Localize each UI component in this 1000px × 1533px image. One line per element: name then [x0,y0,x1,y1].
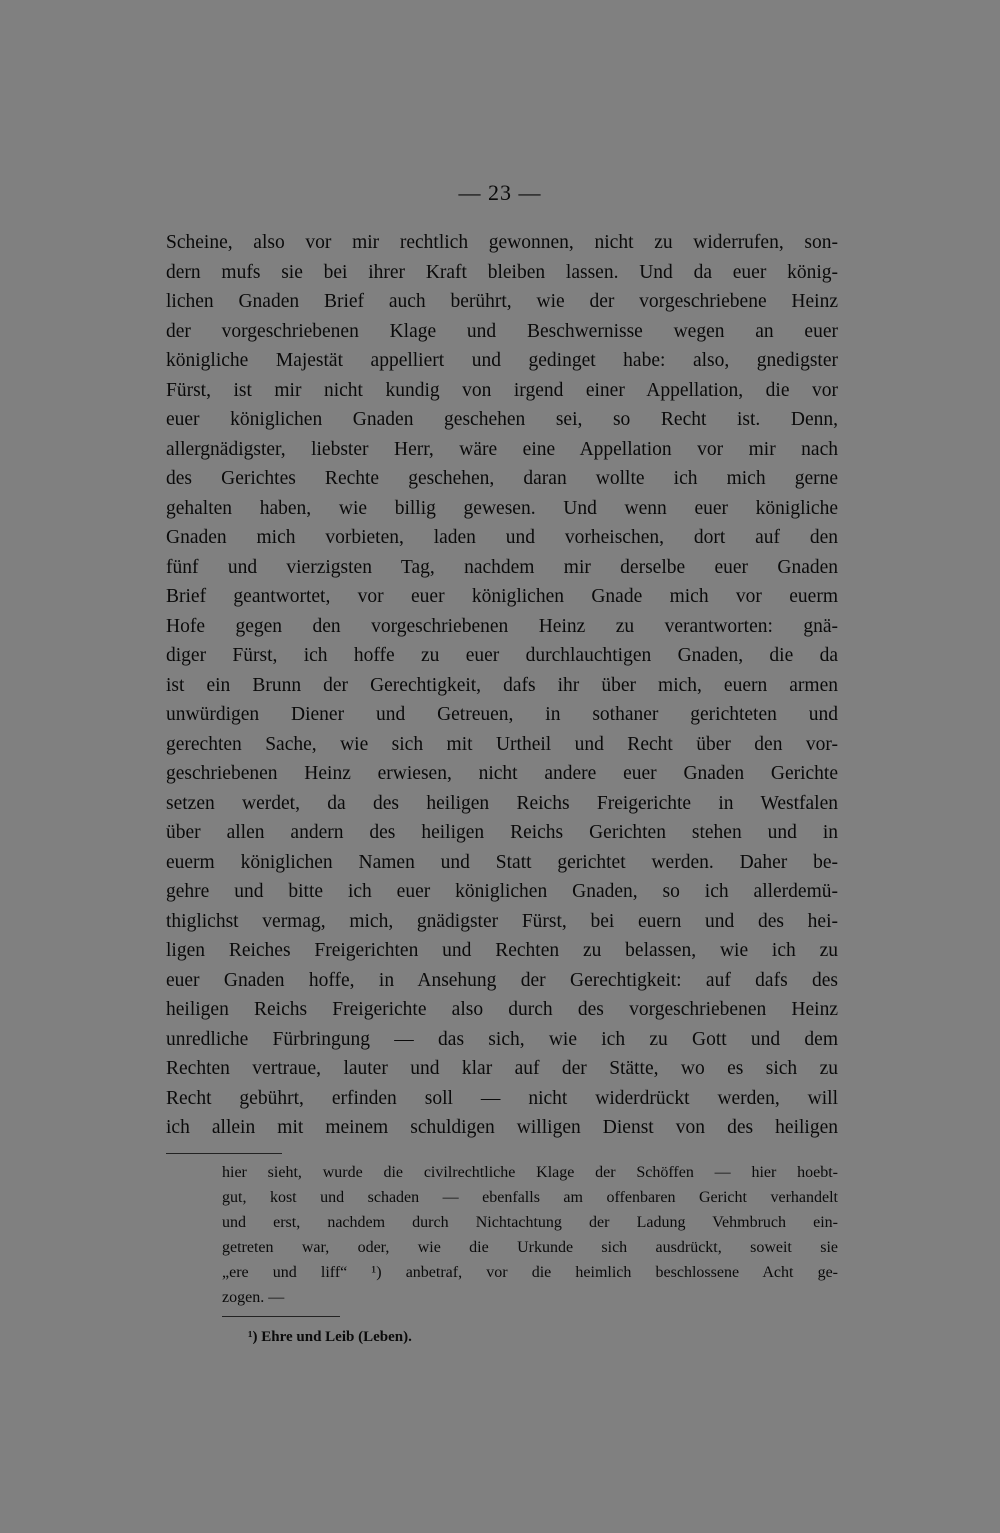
text-line: gerechten Sache, wie sich mit Urtheil und Recht über den vor- [166,733,838,755]
text-line: Recht gebührt, erfinden soll — nicht widerdrückt werden, will [166,1087,838,1109]
text-line: Rechten vertraue, lauter und klar auf der Stätte, wo es sich zu [166,1058,838,1079]
footnote [222,1160,838,1310]
footnote-line: gut, kost und schaden — ebenfalls am offenbaren Gericht verhandelt [222,1189,838,1206]
text-line: königliche Majestät appelliert und gedinget habe: also, gnedigster [166,350,838,371]
footnote-separator [166,1153,282,1154]
footnote-line: und erst, nachdem durch Nichtachtung der Ladung Vehmbruch ein- [222,1214,838,1231]
text-line: setzen werdet, da des heiligen Reichs Freigerichte in Westfalen [166,792,838,814]
subfootnote: ¹) Ehre und Leib (Leben). [248,1329,412,1345]
text-line: diger Fürst, ich hoffe zu euer durchlauchtigen Gnaden, die da [166,645,838,666]
text-line: dern mufs sie bei ihrer Kraft bleiben lassen. Und da euer könig- [166,261,838,283]
footnote-line: getreten war, oder, wie die Urkunde sich ausdrückt, soweit sie [222,1239,838,1256]
text-line: heiligen Reichs Freigerichte also durch des vorgeschriebenen Heinz [166,999,838,1020]
footnote-line: zogen. — [222,1289,285,1306]
text-line: Gnaden mich vorbieten, laden und vorheischen, dort auf den [166,527,838,548]
text-line: geschriebenen Heinz erwiesen, nicht andere euer Gnaden Gerichte [166,763,838,784]
text-line: unwürdigen Diener und Getreuen, in sothaner gerichteten und [166,704,838,725]
main-text [166,228,838,1143]
text-line: allergnädigster, liebster Herr, wäre eine Appellation vor mir nach [166,438,838,460]
text-line: euer königlichen Gnaden geschehen sei, so Recht ist. Denn, [166,409,838,430]
text-line: euer Gnaden hoffe, in Ansehung der Gerechtigkeit: auf dafs des [166,969,838,991]
subfootnote-separator [222,1316,340,1317]
footnote-line: „ere und liff“ ¹) anbetraf, vor die heimlich beschlossene Acht ge- [222,1264,838,1281]
text-line: Brief geantwortet, vor euer königlichen Gnade mich vor euerm [166,586,838,607]
text-line: Scheine, also vor mir rechtlich gewonnen, nicht zu widerrufen, son- [166,232,838,253]
text-line: des Gerichtes Rechte geschehen, daran wollte ich mich gerne [166,468,838,489]
text-line: ligen Reiches Freigerichten und Rechten zu belassen, wie ich zu [166,940,838,961]
footnote-line: hier sieht, wurde die civilrechtliche Klage der Schöffen — hier hoebt- [222,1164,838,1181]
text-line: Fürst, ist mir nicht kundig von irgend einer Appellation, die vor [166,379,838,401]
text-line: thiglichst vermag, mich, gnädigster Fürst, bei euern und des hei- [166,910,838,932]
text-line: fünf und vierzigsten Tag, nachdem mir derselbe euer Gnaden [166,556,838,578]
text-line: über allen andern des heiligen Reichs Gerichten stehen und in [166,822,838,843]
text-line: ist ein Brunn der Gerechtigkeit, dafs ihr über mich, euern armen [166,674,838,696]
text-line: unredliche Fürbringung — das sich, wie ich zu Gott und dem [166,1028,838,1050]
text-line: gehre und bitte ich euer königlichen Gnaden, so ich allerdemü- [166,881,838,902]
text-line: gehalten haben, wie billig gewesen. Und wenn euer königliche [166,497,838,519]
page-number: — 23 — [458,180,542,205]
text-line: der vorgeschriebenen Klage und Beschwernisse wegen an euer [166,320,838,342]
text-line: euerm königlichen Namen und Statt gerichtet werden. Daher be- [166,851,838,873]
text-line: ich allein mit meinem schuldigen willigen Dienst von des heiligen [166,1117,838,1138]
text-line: lichen Gnaden Brief auch berührt, wie der vorgeschriebene Heinz [166,291,838,312]
text-line: Hofe gegen den vorgeschriebenen Heinz zu verantworten: gnä- [166,615,838,637]
